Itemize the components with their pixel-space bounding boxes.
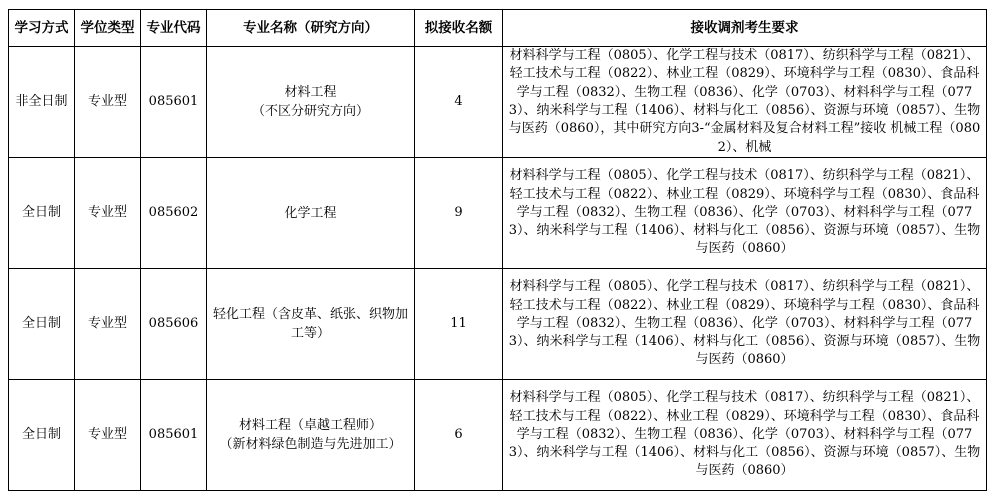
requirements-text: 材料科学与工程（0805）、化学工程与技术（0817）、纺织科学与工程（0821）、轻工技术与工程（0822）、林业工程（0829）、环境科学与工程（0830）、食品科学与工程（0832）、生物工程（0836）、化学（0703）、材料科学与工程（0773）、纳米科学与工程（1406）、材料与化工（0856）、资源与环境（0857）、生物与医药（0860） bbox=[508, 390, 981, 479]
header-degree-type: 学位类型 bbox=[75, 10, 141, 47]
major-code-cell: 085602 bbox=[141, 158, 207, 269]
major-name-text: 材料工程（卓越工程师） （新材料绿色制造与先进加工） bbox=[219, 418, 402, 452]
quota-cell: 4 bbox=[415, 47, 503, 158]
header-row bbox=[9, 10, 987, 47]
requirements-text: 材料科学与工程（0805）、化学工程与技术（0817）、纺织科学与工程（0821）、轻工技术与工程（0822）、林业工程（0829）、环境科学与工程（0830）、食品科学与工程（0832）、生物工程（0836）、化学（0703）、材料科学与工程（0773）、纳米科学与工程（1406）、材料与化工（0856）、资源与环境（0857）、生物与医药（0860） bbox=[508, 168, 981, 257]
degree-type-cell: 专业型 bbox=[75, 158, 141, 269]
table-row bbox=[9, 380, 987, 491]
adjustment-table bbox=[8, 9, 987, 491]
major-code-cell: 085606 bbox=[141, 269, 207, 380]
header-requirements: 接收调剂考生要求 bbox=[503, 10, 987, 47]
quota-cell: 6 bbox=[415, 380, 503, 491]
study-mode-cell: 全日制 bbox=[9, 380, 75, 491]
degree-type-cell: 专业型 bbox=[75, 47, 141, 158]
requirements-text: 材料科学与工程（0805）、化学工程与技术（0817）、纺织科学与工程（0821）、轻工技术与工程（0822）、林业工程（0829）、环境科学与工程（0830）、食品科学与工程（0832）、生物工程（0836）、化学（0703）、材料科学与工程（0773）、纳米科学与工程（1406）、材料与化工（0856）、资源与环境（0857）、生物与医药（0860），其中研究方向3-“金属材料及复合材料工程”接收 机械工程（0802）、机械 bbox=[508, 48, 981, 155]
table-row bbox=[9, 269, 987, 380]
quota-cell: 11 bbox=[415, 269, 503, 380]
major-name-text: 轻化工程（含皮革、纸张、织物加工等） bbox=[212, 307, 408, 341]
header-quota: 拟接收名额 bbox=[415, 10, 503, 47]
requirements-cell bbox=[503, 380, 987, 491]
major-name-text: 材料工程 （不区分研究方向） bbox=[251, 85, 369, 119]
major-name-text: 化学工程 bbox=[284, 205, 337, 221]
header-major-name: 专业名称（研究方向） bbox=[207, 10, 415, 47]
table-row bbox=[9, 47, 987, 158]
requirements-cell bbox=[503, 47, 987, 158]
quota-cell: 9 bbox=[415, 158, 503, 269]
requirements-cell bbox=[503, 269, 987, 380]
major-name-cell bbox=[207, 158, 415, 269]
header-major-code: 专业代码 bbox=[141, 10, 207, 47]
major-code-cell: 085601 bbox=[141, 47, 207, 158]
requirements-text: 材料科学与工程（0805）、化学工程与技术（0817）、纺织科学与工程（0821）、轻工技术与工程（0822）、林业工程（0829）、环境科学与工程（0830）、食品科学与工程（0832）、生物工程（0836）、化学（0703）、材料科学与工程（0773）、纳米科学与工程（1406）、材料与化工（0856）、资源与环境（0857）、生物与医药（0860） bbox=[508, 279, 981, 368]
major-name-cell bbox=[207, 269, 415, 380]
major-name-cell bbox=[207, 380, 415, 491]
study-mode-cell: 全日制 bbox=[9, 158, 75, 269]
study-mode-cell: 非全日制 bbox=[9, 47, 75, 158]
header-study-mode: 学习方式 bbox=[9, 10, 75, 47]
degree-type-cell: 专业型 bbox=[75, 269, 141, 380]
table-row bbox=[9, 158, 987, 269]
major-code-cell: 085601 bbox=[141, 380, 207, 491]
requirements-cell bbox=[503, 158, 987, 269]
degree-type-cell: 专业型 bbox=[75, 380, 141, 491]
major-name-cell bbox=[207, 47, 415, 158]
study-mode-cell: 全日制 bbox=[9, 269, 75, 380]
